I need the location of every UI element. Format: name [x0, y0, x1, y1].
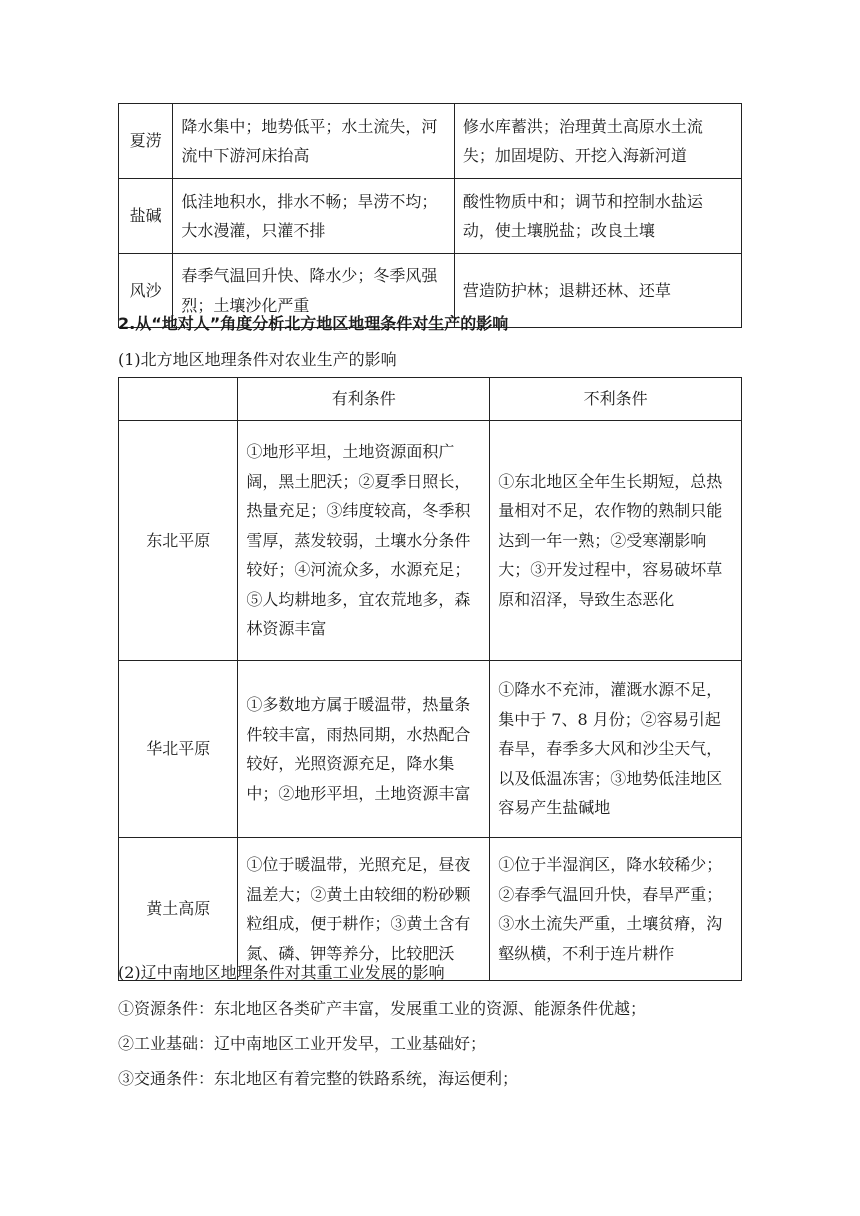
unfavorable-cell: ①降水不充沛，灌溉水源不足，集中于 7、8 月份；②容易引起春旱，春季多大风和沙尘天气，以及低温冻害；③地势低洼地区容易产生盐碱地 [490, 661, 742, 838]
table-header-row [119, 378, 742, 421]
region-cell: 东北平原 [119, 421, 238, 661]
unfavorable-cell: ①东北地区全年生长期短，总热量相对不足，农作物的熟制只能达到一年一熟；②受寒潮影响大；③开发过程中，容易破坏草原和沼泽，导致生态恶化 [490, 421, 742, 661]
section-heading: 2.从“地对人”角度分析北方地区地理条件对生产的影响 [118, 314, 509, 333]
row-header: 风沙 [119, 254, 173, 328]
agriculture-conditions-table [118, 377, 742, 981]
cause-cell: 低洼地积水，排水不畅；旱涝不均；大水漫灌，只灌不排 [173, 179, 455, 254]
subsection-title: (1)北方地区地理条件对农业生产的影响 [118, 350, 397, 369]
list-item: ②工业基础：辽中南地区工业开发早，工业基础好； [118, 1034, 487, 1053]
region-cell: 黄土高原 [119, 838, 238, 981]
measure-cell: 营造防护林；退耕还林、还草 [454, 254, 741, 328]
subsection-title: (2)辽中南地区地理条件对其重工业发展的影响 [118, 963, 445, 982]
header-blank [119, 378, 238, 421]
list-item: ③交通条件：东北地区有着完整的铁路系统，海运便利； [118, 1069, 519, 1088]
cause-cell: 降水集中；地势低平；水土流失，河流中下游河床抬高 [173, 104, 455, 179]
table-row [119, 104, 742, 179]
table-row [119, 421, 742, 661]
measure-cell: 酸性物质中和；调节和控制水盐运动，使土壤脱盐；改良土壤 [454, 179, 741, 254]
list-item: ①资源条件：东北地区各类矿产丰富，发展重工业的资源、能源条件优越； [118, 999, 647, 1018]
favorable-cell: ①地形平坦，土地资源面积广阔，黑土肥沃；②夏季日照长，热量充足；③纬度较高，冬季积雪厚，蒸发较弱，土壤水分条件较好；④河流众多，水源充足；⑤人均耕地多，宜农荒地多，森林资源丰富 [238, 421, 490, 661]
row-header: 盐碱 [119, 179, 173, 254]
table-row [119, 661, 742, 838]
disaster-measures-table [118, 103, 742, 328]
favorable-cell: ①多数地方属于暖温带，热量条件较丰富，雨热同期，水热配合较好，光照资源充足，降水集中；②地形平坦，土地资源丰富 [238, 661, 490, 838]
unfavorable-cell: ①位于半湿润区，降水较稀少；②春季气温回升快，春旱严重；③水土流失严重，土壤贫瘠，沟壑纵横，不利于连片耕作 [490, 838, 742, 981]
table-row [119, 179, 742, 254]
cause-cell: 春季气温回升快、降水少；冬季风强烈；土壤沙化严重 [173, 254, 455, 328]
favorable-cell: ①位于暖温带，光照充足，昼夜温差大；②黄土由较细的粉砂颗粒组成，便于耕作；③黄土含有氮、磷、钾等养分，比较肥沃 [238, 838, 490, 981]
row-header: 夏涝 [119, 104, 173, 179]
measure-cell: 修水库蓄洪；治理黄土高原水土流失；加固堤防、开挖入海新河道 [454, 104, 741, 179]
header-unfavorable: 不利条件 [490, 378, 742, 421]
region-cell: 华北平原 [119, 661, 238, 838]
header-favorable: 有利条件 [238, 378, 490, 421]
